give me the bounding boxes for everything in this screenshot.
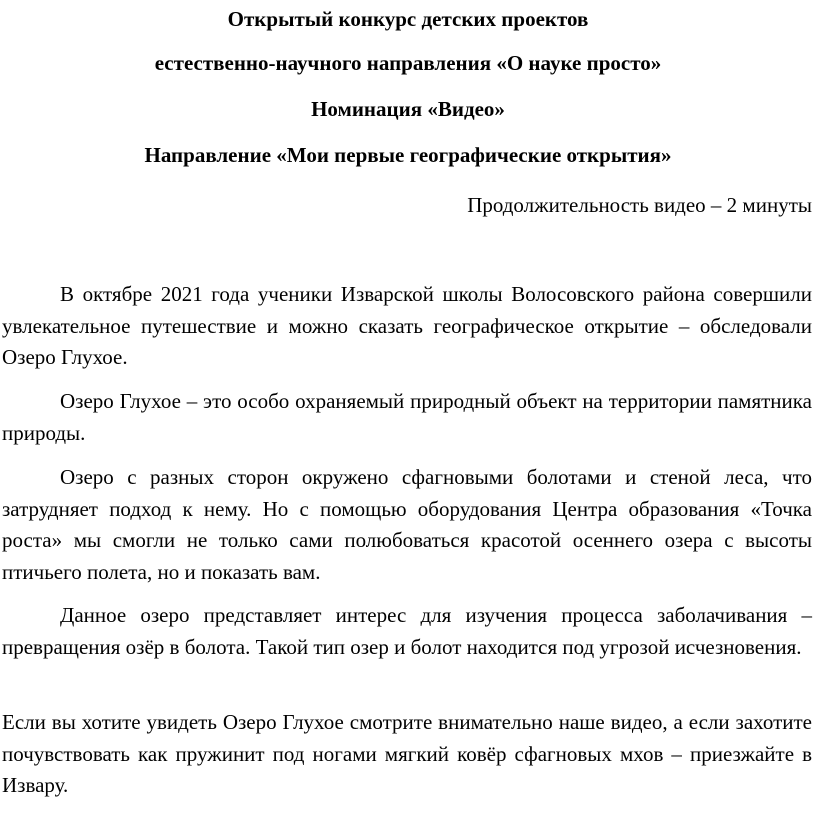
heading-contest-direction: естественно-научного направления «О науке просто» — [154, 51, 662, 75]
paragraph-protected-object: Озеро Глухое – это особо охраняемый природный объект на территории памятника природы. — [2, 389, 812, 445]
paragraph-intro: В октябре 2021 года ученики Изварской школы Волосовского района совершили увлекательное путешествие и можно сказать географическое открытие – обследовали Озеро Глухое. — [2, 282, 812, 369]
video-duration: Продолжительность видео – 2 минуты — [467, 193, 812, 217]
heading-nomination: Номинация «Видео» — [311, 97, 505, 121]
heading-theme: Направление «Мои первые географические открытия» — [144, 143, 672, 167]
heading-contest: Открытый конкурс детских проектов — [227, 7, 589, 31]
paragraph-invitation: Если вы хотите увидеть Озеро Глухое смотрите внимательно наше видео, а если захотите почувствовать как пружинит под ногами мягкий ковёр сфагновых мхов – приезжайте в Извару. — [2, 710, 812, 797]
paragraph-interest: Данное озеро представляет интерес для изучения процесса заболачивания – превращения озёр в болота. Такой тип озер и болот находится под угрозой исчезновения. — [2, 603, 812, 659]
paragraph-surroundings: Озеро с разных сторон окружено сфагновыми болотами и стеной леса, что затрудняет подход к нему. Но с помощью оборудования Центра образования «Точка роста» мы смогли не только сами полюбоваться красотой осеннего озера с высоты птичьего полета, но и показать вам. — [2, 465, 812, 584]
